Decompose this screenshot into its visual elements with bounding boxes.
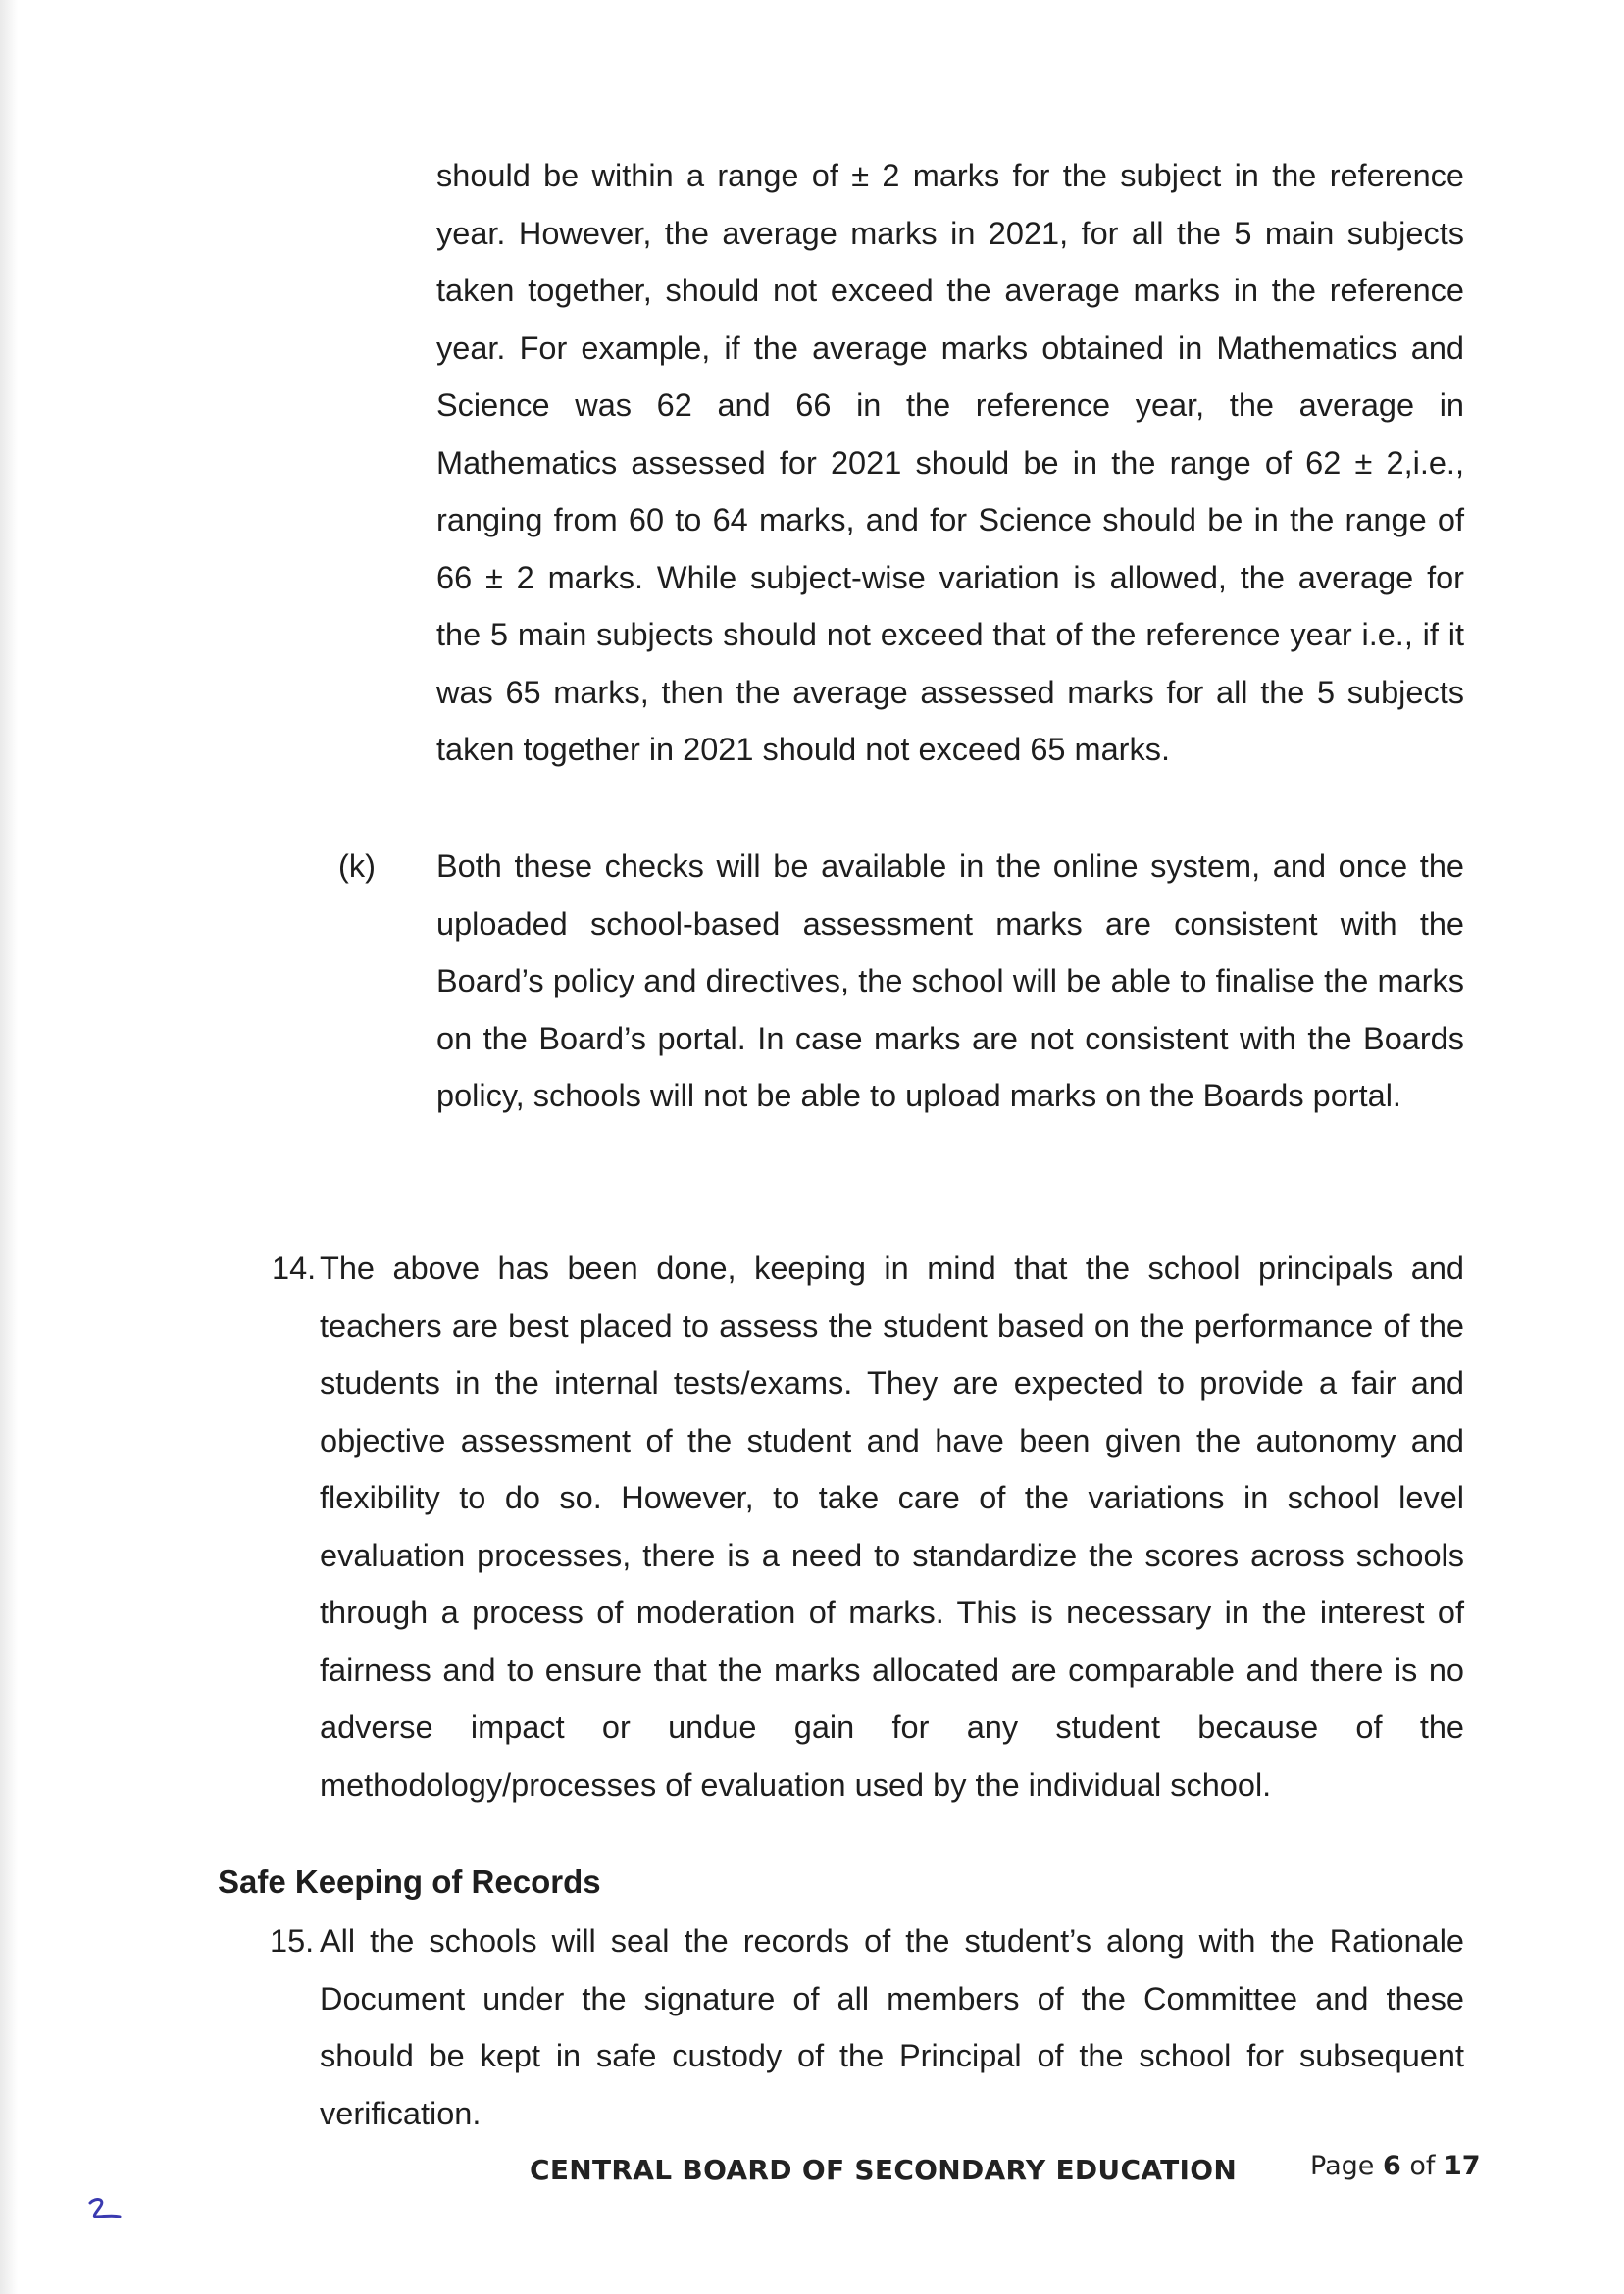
section-heading: Safe Keeping of Records: [218, 1863, 601, 1900]
item-k-text: Both these checks will be available in the online system, and once the uploaded school-based assessment marks are consistent with the Board’s policy and directives, the school will be able to finalise the marks on the Board’s portal. In case marks are not consistent with the Boards policy, schools will not be able to upload marks on the Boards portal.: [436, 848, 1464, 1113]
page-total: 17: [1443, 2151, 1481, 2181]
item-15-text: All the schools will seal the records of the student’s along with the Rationale Document under the signature of all members of the Committee and these should be kept in safe custody of the Principal of the school for subsequent verification.: [320, 1923, 1464, 2131]
item-15-number: 15.: [270, 1923, 315, 1959]
page-edge-shadow: [0, 0, 18, 2294]
footer-organization: CENTRAL BOARD OF SECONDARY EDUCATION: [530, 2154, 1238, 2186]
page-of: of: [1409, 2151, 1436, 2181]
item-14-number: 14.: [272, 1250, 317, 1286]
footer-page-number: [1310, 2151, 1481, 2181]
item-k-label: (k): [338, 848, 376, 884]
page-prefix: Page: [1310, 2151, 1375, 2181]
item-14-text: The above has been done, keeping in mind that the school principals and teachers are best placed to assess the student based on the performance of the students in the internal tests/exams. They are expected to provide a fair and objective assessment of the student and have been given the autonomy and flexibility to do so. However, to take care of the variations in school level evaluation processes, there is a need to standardize the scores across schools through a process of moderation of marks. This is necessary in the interest of fairness and to ensure that the marks allocated are comparable and there is no adverse impact or undue gain for any student because of the methodology/processes of evaluation used by the individual school.: [320, 1250, 1464, 1803]
continued-paragraph: should be within a range of ± 2 marks for the subject in the reference year. However, the average marks in 2021, for all the 5 main subjects taken together, should not exceed the average marks in the reference year. For example, if the average marks obtained in Mathematics and Science was 62 and 66 in the reference year, the average in Mathematics assessed for 2021 should be in the range of 62 ± 2,i.e., ranging from 60 to 64 marks, and for Science should be in the range of 66 ± 2 marks. While subject-wise variation is allowed, the average for the 5 main subjects should not exceed that of the reference year i.e., if it was 65 marks, then the average assessed marks for all the 5 subjects taken together in 2021 should not exceed 65 marks.: [436, 158, 1464, 767]
page-current: 6: [1382, 2151, 1401, 2181]
handwritten-mark-icon: [86, 2195, 126, 2224]
